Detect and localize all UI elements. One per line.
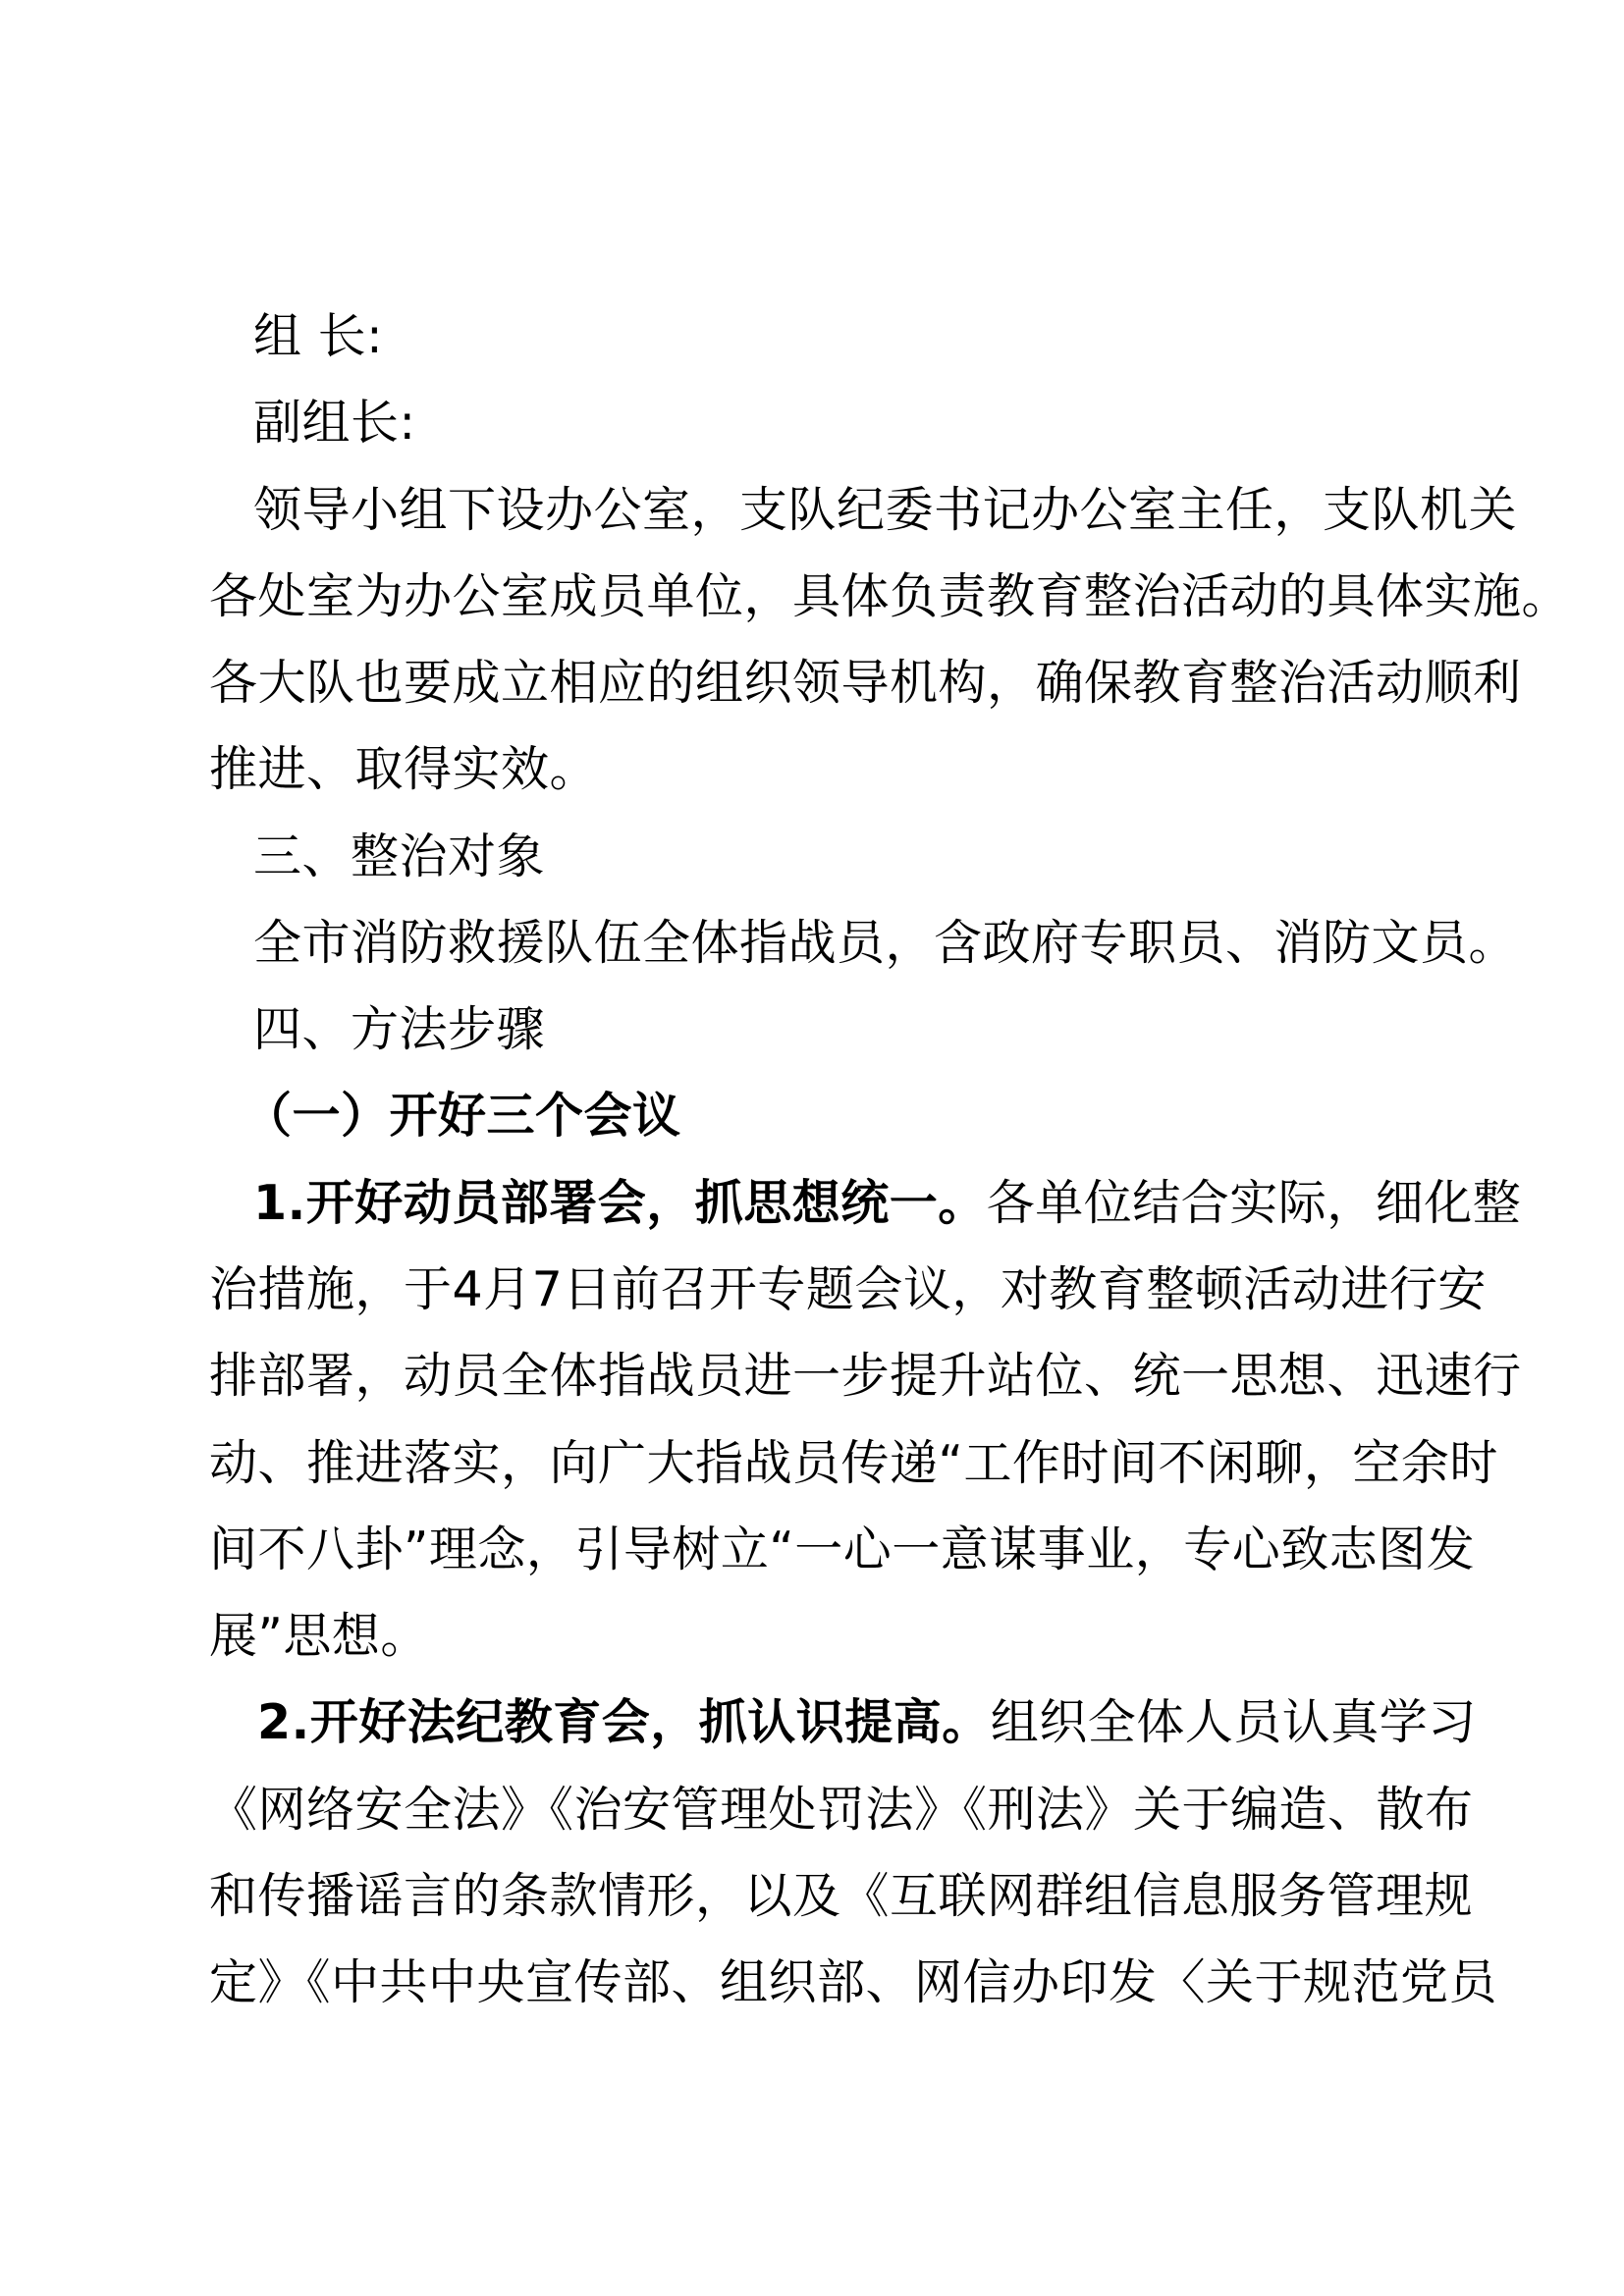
item1-line: 排部署，动员全体指战员进一步提升站位、统一思想、迅速行 xyxy=(209,1348,1522,1404)
item2-line: 《网络安全法》《治安管理处罚法》《刑法》关于编造、散布 xyxy=(209,1782,1474,1838)
office-paragraph-line: 推进、取得实效。 xyxy=(209,741,599,797)
item1-line: 展”思想。 xyxy=(209,1608,429,1664)
item1-first-line xyxy=(253,1174,1522,1233)
office-paragraph-line: 领导小组下设办公室，支队纪委书记办公室主任，支队机关 xyxy=(253,482,1518,538)
office-paragraph-line: 各处室为办公室成员单位，具体负责教育整治活动的具体实施。 xyxy=(209,568,1571,624)
item2-line: 和传播谣言的条款情形，以及《互联网群组信息服务管理规 xyxy=(209,1868,1474,1924)
item1-bold-lead: 1.开好动员部署会，抓思想统一。 xyxy=(253,1175,987,1231)
item1-line: 间不八卦”理念，引导树立“一心一意谋事业，专心致志图发 xyxy=(209,1522,1476,1577)
leader-line: 组 长: xyxy=(253,308,384,364)
deputy-line: 副组长: xyxy=(253,395,416,451)
subsection1-heading: （一）开好三个会议 xyxy=(244,1088,681,1144)
section3-heading: 三、整治对象 xyxy=(253,828,546,884)
item1-line: 动、推进落实，向广大指战员传递“工作时间不闲聊，空余时 xyxy=(209,1435,1498,1491)
item2-first-line xyxy=(257,1693,1494,1752)
item1-first-line-rest: 各单位结合实际，细化整 xyxy=(986,1175,1522,1231)
item2-first-line-rest: 组织全体人员认真学习 xyxy=(990,1694,1477,1750)
office-paragraph-line: 各大队也要成立相应的组织领导机构，确保教育整治活动顺利 xyxy=(209,655,1522,711)
item2-line: 定》《中共中央宣传部、组织部、网信办印发〈关于规范党员 xyxy=(209,1954,1498,2010)
section3-text: 全市消防救援队伍全体指战员，含政府专职员、消防文员。 xyxy=(253,915,1518,971)
section4-heading: 四、方法步骤 xyxy=(253,1001,546,1057)
item1-line: 治措施，于4月7日前召开专题会议，对教育整顿活动进行安 xyxy=(209,1261,1487,1317)
item2-bold-lead: 2.开好法纪教育会，抓认识提高。 xyxy=(257,1694,991,1750)
